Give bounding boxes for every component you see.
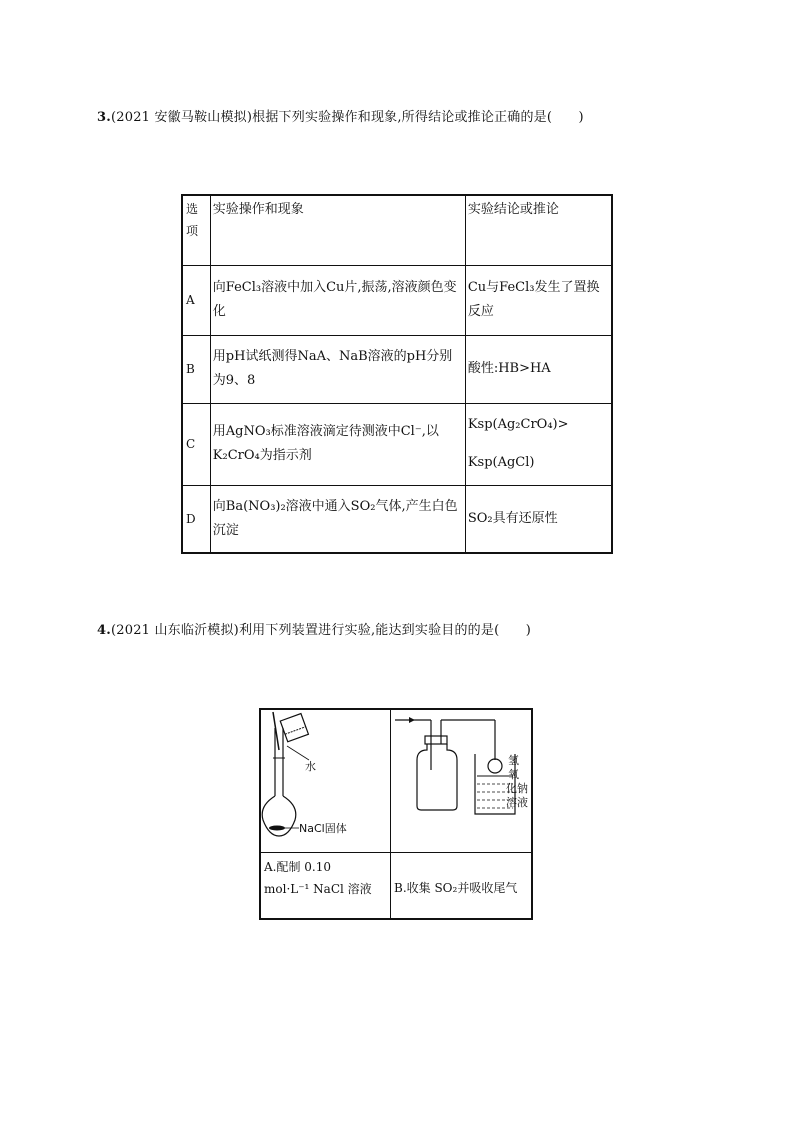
row-d-option: D [182,485,210,553]
row-a-operation: 向FeCl₃溶液中加入Cu片,振荡,溶液颜色变化 [210,265,465,335]
row-c-conclusion-line2: Ksp(AgCl) [467,455,535,470]
table-header-row [182,195,612,265]
question-4-stem [97,619,531,638]
panel-a-caption-line1: A.配制 0.10 [264,860,332,874]
label-naoh-1: 氢 [508,754,519,767]
label-naoh-4: 溶液 [506,796,528,809]
row-c-option: C [182,403,210,485]
table-row [182,265,612,335]
row-a-option: A [182,265,210,335]
gas-collection-diagram [391,710,533,850]
label-water: 水 [305,760,316,773]
row-d-conclusion: SO₂具有还原性 [465,485,612,553]
row-c-conclusion [465,403,612,485]
row-b-conclusion: 酸性:HB>HA [465,335,612,403]
panel-a-caption-line2: mol·L⁻¹ NaCl 溶液 [264,882,372,896]
panel-b-caption: B.收集 SO₂并吸收尾气 [394,880,518,895]
table-row [182,335,612,403]
question-3-table [181,194,613,554]
question-3-text: (2021 安徽马鞍山模拟)根据下列实验操作和现象,所得结论或推论正确的是( ) [110,110,584,125]
table-row [182,485,612,553]
question-3-stem [97,106,584,125]
row-d-operation: 向Ba(NO₃)₂溶液中通入SO₂气体,产生白色沉淀 [210,485,465,553]
row-b-operation: 用pH试纸测得NaA、NaB溶液的pH分别为9、8 [210,335,465,403]
row-b-option: B [182,335,210,403]
row-a-conclusion: Cu与FeCl₃发生了置换反应 [465,265,612,335]
divider-horizontal [261,852,531,853]
header-operation: 实验操作和现象 [210,195,465,265]
panel-a-caption [264,856,388,900]
question-4-number: 4. [97,623,111,638]
label-naoh-3: 化钠 [506,782,528,795]
header-option: 选项 [182,195,210,265]
question-4-text: (2021 山东临沂模拟)利用下列装置进行实验,能达到实验目的的是( ) [110,623,532,638]
volumetric-flask-diagram [261,710,387,850]
row-c-conclusion-line1: Ksp(Ag₂CrO₄)> [467,417,569,432]
question-3-number: 3. [97,110,111,125]
row-c-operation: 用AgNO₃标准溶液滴定待测液中Cl⁻,以K₂CrO₄为指示剂 [210,403,465,485]
label-naoh-2: 氧 [508,768,519,781]
label-nacl-solid: NaCl固体 [299,822,347,835]
header-conclusion: 实验结论或推论 [465,195,612,265]
table-row [182,403,612,485]
question-4-apparatus-table [259,708,533,920]
